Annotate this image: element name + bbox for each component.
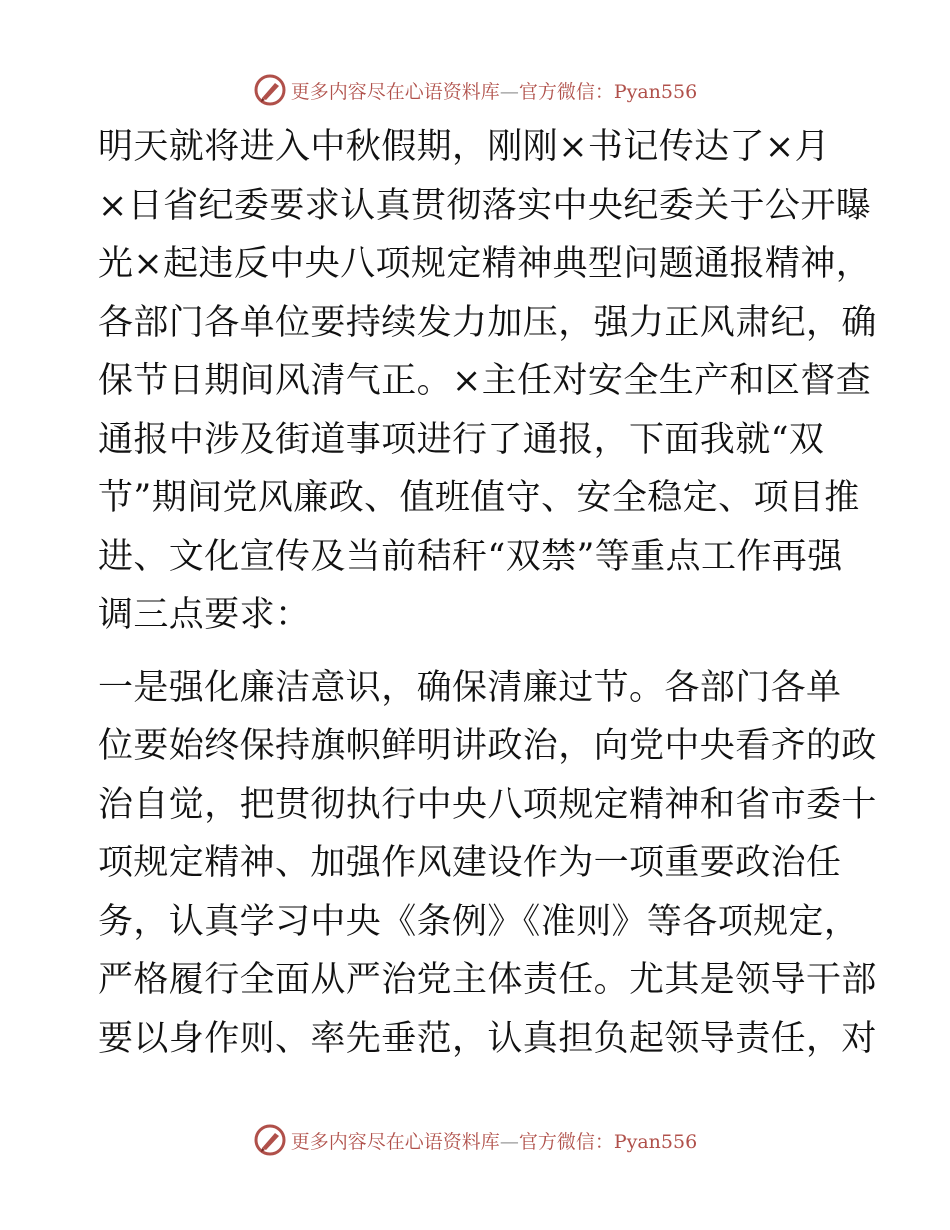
- pen-logo-icon: [253, 1123, 287, 1157]
- text-line: 务，认真学习中央《条例》《准则》等各项规定，: [98, 901, 860, 942]
- text-line: 治自觉，把贯彻执行中央八项规定精神和省市委十: [98, 784, 877, 825]
- text-line: 光×起违反中央八项规定精神典型问题通报精神，: [98, 244, 872, 284]
- text-line: 一是强化廉洁意识，确保清廉过节。各部门各单: [98, 667, 842, 708]
- footer-wechat-id: Pyan556: [613, 1130, 698, 1153]
- text-line: 要以身作则、率先垂范，认真担负起领导责任，对: [98, 1018, 877, 1059]
- header-site-text: 更多内容尽在心语资料库: [290, 80, 500, 103]
- footer-site-text: 更多内容尽在心语资料库: [290, 1130, 500, 1153]
- header-separator: —: [499, 80, 519, 103]
- text-line: 位要始终保持旗帜鲜明讲政治，向党中央看齐的政: [98, 726, 877, 766]
- header-banner: [0, 70, 950, 110]
- document-body: [98, 118, 877, 1068]
- paragraph-point-one: [98, 659, 877, 1069]
- text-line: 明天就将进入中秋假期，刚刚×书记传达了×月: [98, 127, 831, 167]
- pen-logo-icon: [253, 73, 287, 107]
- text-line: 调三点要求：: [98, 595, 311, 635]
- text-line: 进、文化宣传及当前秸秆“双禁”等重点工作再强: [98, 536, 843, 577]
- header-banner-text: [291, 77, 697, 104]
- text-line: 通报中涉及街道事项进行了通报，下面我就“双: [98, 419, 825, 460]
- footer-separator: —: [499, 1130, 519, 1153]
- header-wechat-id: Pyan556: [613, 80, 698, 103]
- paragraph-intro: [98, 118, 877, 645]
- text-line: 保节日期间风清气正。×主任对安全生产和区督查: [98, 361, 872, 401]
- header-wechat-label: 官方微信：: [518, 80, 614, 103]
- footer-banner-text: [291, 1127, 697, 1154]
- text-line: 节”期间党风廉政、值班值守、安全稳定、项目推: [98, 478, 860, 518]
- text-line: 严格履行全面从严治党主体责任。尤其是领导干部: [98, 960, 877, 1000]
- footer-banner: [0, 1120, 950, 1160]
- footer-wechat-label: 官方微信：: [518, 1130, 614, 1153]
- text-line: 各部门各单位要持续发力加压，强力正风肃纪，确: [98, 302, 877, 343]
- text-line: 项规定精神、加强作风建设作为一项重要政治任: [98, 843, 842, 883]
- text-line: ×日省纪委要求认真贯彻落实中央纪委关于公开曝: [98, 185, 872, 226]
